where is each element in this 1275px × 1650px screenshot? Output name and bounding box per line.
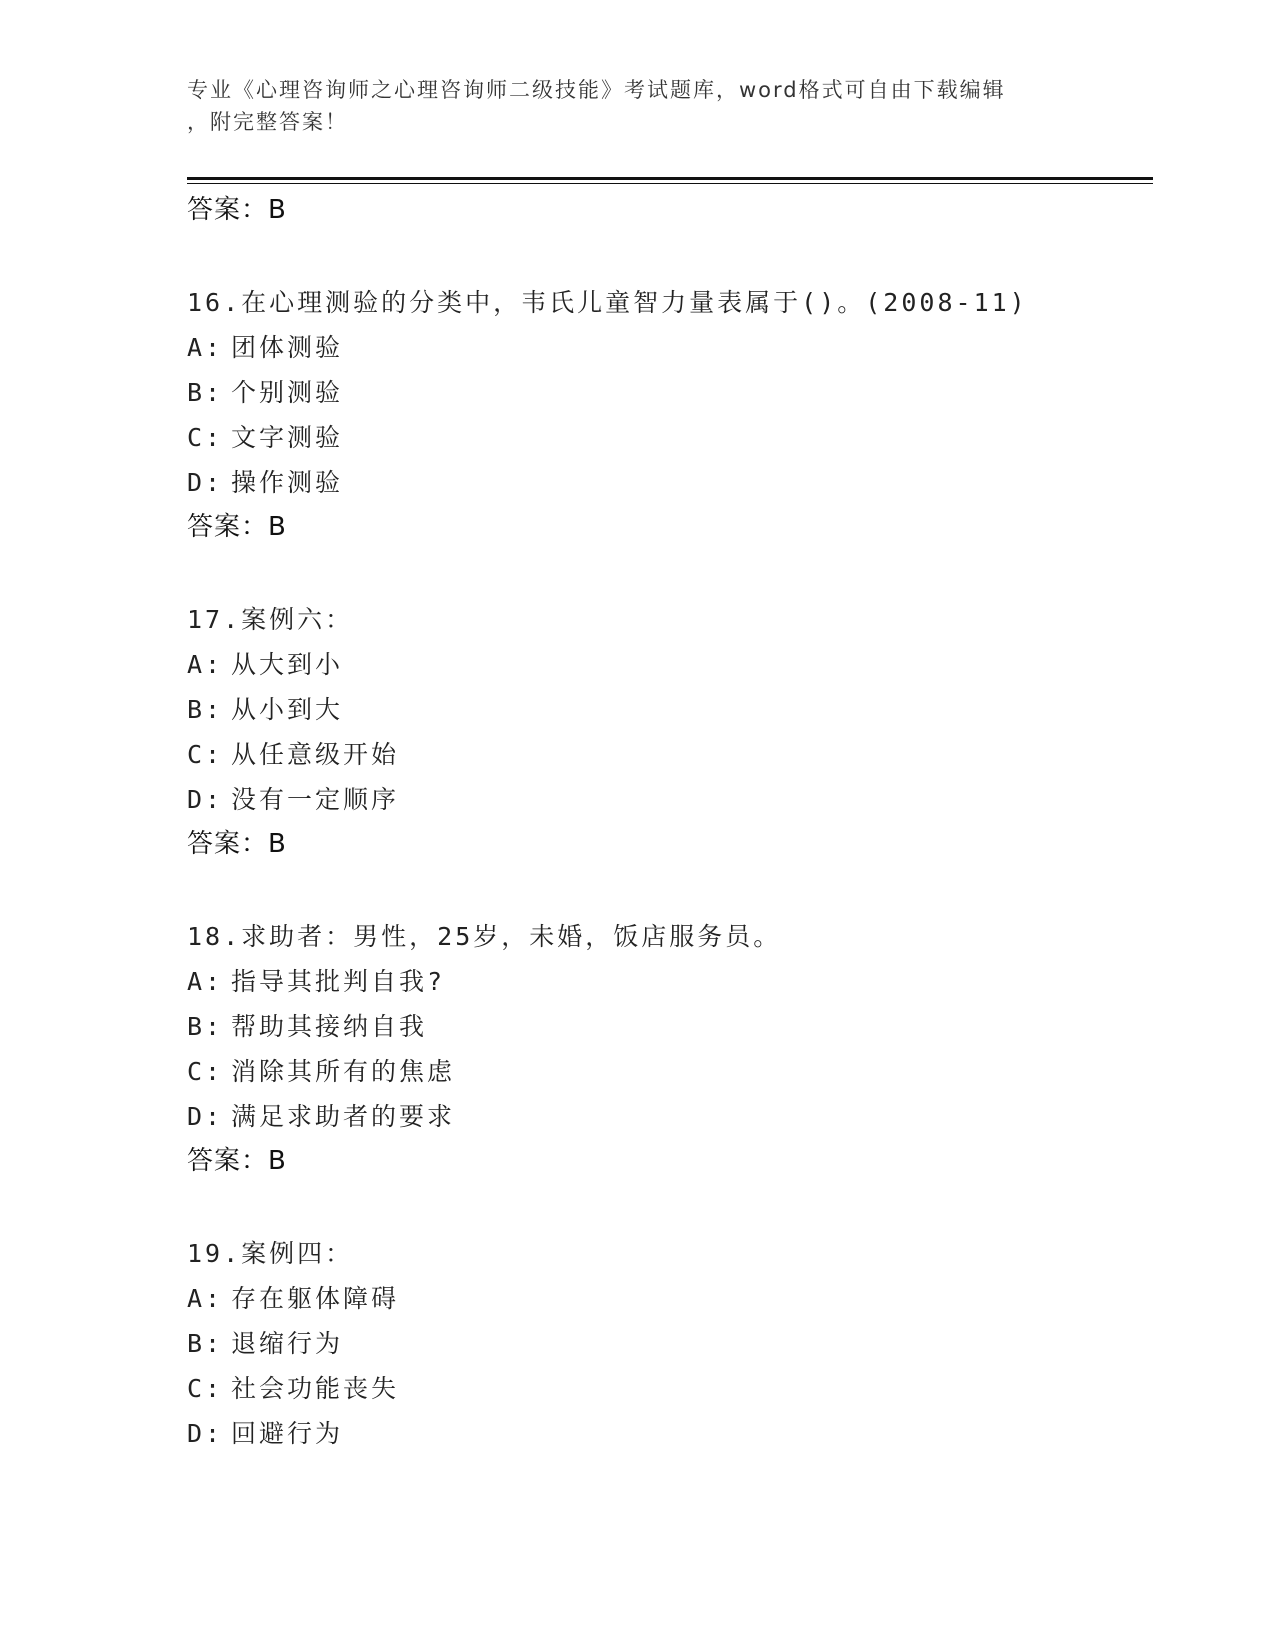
option-key: C: — [187, 1374, 224, 1403]
option-key: B: — [187, 1012, 224, 1041]
header-line-2: ，附完整答案！ — [187, 110, 348, 134]
option-key: A: — [187, 1284, 224, 1313]
question-list — [187, 188, 1147, 1456]
option-c — [187, 1366, 1147, 1411]
option-d — [187, 1094, 1147, 1139]
header-rule-thick — [187, 177, 1153, 180]
option-text: 没有一定顺序 — [231, 785, 400, 814]
option-a — [187, 1276, 1147, 1321]
answer-line: 答案：B — [187, 1146, 287, 1176]
option-text: 团体测验 — [231, 333, 344, 362]
question-text: 18.求助者：男性，25岁，未婚，饭店服务员。 — [187, 922, 782, 951]
option-text: 个别测验 — [231, 378, 344, 407]
option-a — [187, 959, 1147, 1004]
header-rule-thin — [187, 183, 1153, 184]
option-c — [187, 732, 1147, 777]
option-key: B: — [187, 1329, 224, 1358]
option-key: A: — [187, 650, 224, 679]
option-a — [187, 642, 1147, 687]
option-text: 从任意级开始 — [231, 740, 400, 769]
question-text: 19.案例四： — [187, 1239, 354, 1268]
answer-line: 答案：B — [187, 829, 287, 859]
option-c — [187, 415, 1147, 460]
option-text: 文字测验 — [231, 423, 344, 452]
option-key: D: — [187, 1419, 224, 1448]
option-key: B: — [187, 378, 224, 407]
option-d — [187, 1411, 1147, 1456]
option-text: 操作测验 — [231, 468, 344, 497]
option-text: 从大到小 — [231, 650, 344, 679]
option-c — [187, 1049, 1147, 1094]
answer-line: 答案：B — [187, 195, 287, 225]
question-17 — [187, 597, 1147, 866]
option-key: A: — [187, 333, 224, 362]
answer-line: 答案：B — [187, 512, 287, 542]
option-text: 社会功能丧失 — [231, 1374, 400, 1403]
question-19 — [187, 1231, 1147, 1456]
option-d — [187, 460, 1147, 505]
option-key: D: — [187, 468, 224, 497]
question-text: 16.在心理测验的分类中，韦氏儿童智力量表属于()。(2008-11) — [187, 288, 1028, 317]
document-header — [187, 74, 1087, 138]
option-text: 帮助其接纳自我 — [231, 1012, 428, 1041]
option-b — [187, 1004, 1147, 1049]
option-text: 退缩行为 — [231, 1329, 344, 1358]
option-d — [187, 777, 1147, 822]
option-key: C: — [187, 423, 224, 452]
header-line-1: 专业《心理咨询师之心理咨询师二级技能》考试题库，word格式可自由下载编辑 — [187, 78, 1006, 102]
option-text: 回避行为 — [231, 1419, 344, 1448]
option-b — [187, 1321, 1147, 1366]
option-key: D: — [187, 785, 224, 814]
option-text: 消除其所有的焦虑 — [231, 1057, 456, 1086]
option-key: B: — [187, 695, 224, 724]
option-text: 满足求助者的要求 — [231, 1102, 456, 1131]
option-key: D: — [187, 1102, 224, 1131]
option-text: 指导其批判自我? — [231, 967, 446, 996]
option-text: 从小到大 — [231, 695, 344, 724]
option-a — [187, 325, 1147, 370]
question-text: 17.案例六： — [187, 605, 354, 634]
option-text: 存在躯体障碍 — [231, 1284, 400, 1313]
option-b — [187, 687, 1147, 732]
option-key: C: — [187, 740, 224, 769]
option-key: A: — [187, 967, 224, 996]
question-16 — [187, 280, 1147, 549]
option-b — [187, 370, 1147, 415]
question-18 — [187, 914, 1147, 1183]
option-key: C: — [187, 1057, 224, 1086]
